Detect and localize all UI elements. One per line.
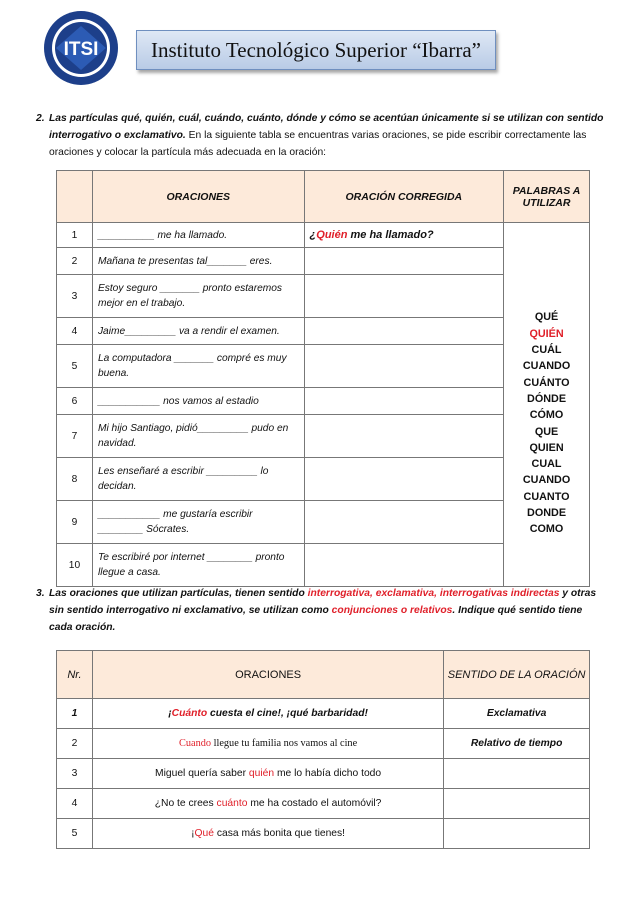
word-item: QUIÉN: [529, 327, 564, 340]
row-sentence: Cuando llegue tu familia nos vamos al cine: [92, 729, 443, 759]
header-oraciones: ORACIONES: [92, 651, 443, 699]
institute-title: Instituto Tecnológico Superior “Ibarra”: [136, 30, 496, 70]
row-sentence: ¡Cuánto cuesta el cine!, ¡qué barbaridad!: [92, 699, 443, 729]
word-item: CUÁL: [531, 344, 562, 357]
section-2-rest: En la siguiente tabla se encuentras varias oraciones, se pide escribir correctamente las oraciones y colocar la partícula más adecuada en la oración:: [49, 130, 587, 158]
word-item: DÓNDE: [527, 392, 567, 405]
row-sentence: ¡Qué casa más bonita que tienes!: [92, 819, 443, 849]
word-item: CÓMO: [529, 409, 564, 422]
header-corregida: ORACIÓN CORREGIDA: [304, 171, 504, 223]
row-number: 5: [57, 345, 93, 388]
section-3-instructions: 3. Las oraciones que utilizan partículas, tienen sentido interrogativa, exclamativa, interrogativas indirectas y otras sin sentido interrogativo ni exclamativo, se utilizan como conjunciones o relativos. Indique qué sentido tiene cada oración.: [36, 585, 606, 636]
row-meaning[interactable]: [444, 819, 590, 849]
row-sentence: Mañana te presentas tal_______ eres.: [92, 248, 304, 275]
row-number: 2: [57, 248, 93, 275]
section-2-lead: Las partículas qué, quién, cuál, cuándo, cuánto, dónde y cómo se acentúan únicamente si se utilizan con sentido interrogativo o exclamativo.: [49, 113, 604, 141]
row-number: 4: [57, 789, 93, 819]
row-meaning[interactable]: [444, 759, 590, 789]
row-number: 10: [57, 544, 93, 587]
word-item: QUE: [534, 425, 559, 438]
row-meaning[interactable]: [444, 789, 590, 819]
header-empty: [57, 171, 93, 223]
section-3-number: 3.: [36, 588, 45, 599]
row-meaning[interactable]: Exclamativa: [444, 699, 590, 729]
section-2-instructions: [36, 110, 606, 161]
row-sentence: Te escribiré por internet ________ pronto llegue a casa.: [92, 544, 304, 587]
row-sentence: Mi hijo Santiago, pidió_________ pudo en navidad.: [92, 415, 304, 458]
meaning-table: [56, 650, 590, 849]
word-item: CUÁNTO: [523, 376, 570, 389]
row-corrected[interactable]: [304, 458, 504, 501]
header-palabras: PALABRAS A UTILIZAR: [504, 171, 590, 223]
word-item: CUANTO: [523, 490, 570, 503]
words-to-use: [504, 223, 590, 587]
row-sentence: ___________ me gustaría escribir ________ Sócrates.: [92, 501, 304, 544]
logo-text: ITSI: [63, 39, 99, 60]
row-sentence: Jaime_________ va a rendir el examen.: [92, 318, 304, 345]
header-nr: Nr.: [57, 651, 93, 699]
header-sentido: SENTIDO DE LA ORACIÓN: [444, 651, 590, 699]
row-sentence: Estoy seguro _______ pronto estaremos mejor en el trabajo.: [92, 275, 304, 318]
row-sentence: Miguel quería saber quién me lo había dicho todo: [92, 759, 443, 789]
word-item: COMO: [529, 523, 564, 536]
row-corrected[interactable]: [304, 248, 504, 275]
itsi-logo: [36, 8, 126, 88]
row-sentence: La computadora _______ compré es muy buena.: [92, 345, 304, 388]
word-item: DONDE: [527, 506, 567, 519]
row-number: 4: [57, 318, 93, 345]
row-sentence: __________ me ha llamado.: [92, 223, 304, 248]
word-item: QUIEN: [529, 441, 564, 454]
word-item: CUANDO: [522, 474, 571, 487]
row-corrected[interactable]: [304, 501, 504, 544]
row-number: 5: [57, 819, 93, 849]
row-corrected[interactable]: [304, 275, 504, 318]
row-corrected[interactable]: [304, 415, 504, 458]
row-number: 3: [57, 759, 93, 789]
row-number: 1: [57, 699, 93, 729]
header-oraciones: ORACIONES: [92, 171, 304, 223]
sentences-table: [56, 170, 590, 587]
row-sentence: ___________ nos vamos al estadio: [92, 388, 304, 415]
row-sentence: ¿No te crees cuánto me ha costado el automóvil?: [92, 789, 443, 819]
row-number: 9: [57, 501, 93, 544]
word-item: CUANDO: [522, 360, 571, 373]
row-number: 2: [57, 729, 93, 759]
row-corrected[interactable]: [304, 318, 504, 345]
row-corrected[interactable]: [304, 544, 504, 587]
row-number: 7: [57, 415, 93, 458]
row-number: 1: [57, 223, 93, 248]
row-sentence: Les enseñaré a escribir _________ lo decidan.: [92, 458, 304, 501]
word-item: QUÉ: [534, 311, 559, 324]
row-corrected[interactable]: [304, 388, 504, 415]
row-corrected[interactable]: ¿Quién me ha llamado?: [304, 223, 504, 248]
row-number: 3: [57, 275, 93, 318]
word-item: CUAL: [531, 458, 562, 471]
row-number: 8: [57, 458, 93, 501]
row-corrected[interactable]: [304, 345, 504, 388]
row-number: 6: [57, 388, 93, 415]
row-meaning[interactable]: Relativo de tiempo: [444, 729, 590, 759]
section-2-number: 2.: [36, 113, 45, 124]
